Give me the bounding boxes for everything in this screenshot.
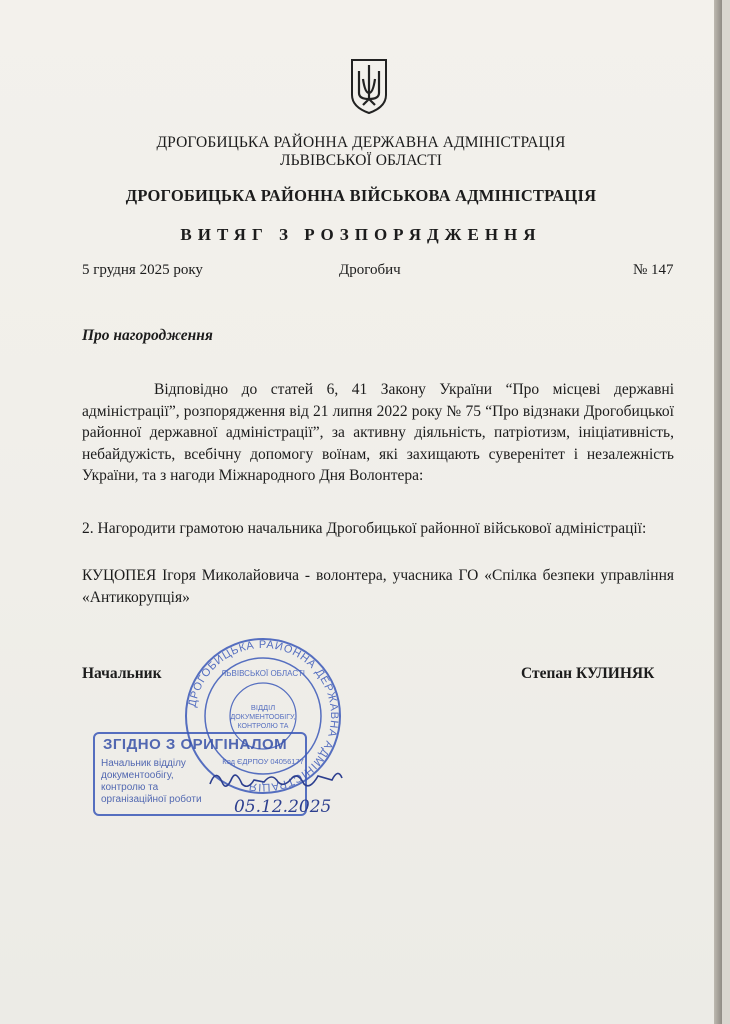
stamp-title: ЗГІДНО З ОРИГІНАЛОМ — [103, 736, 288, 753]
administration-header — [0, 134, 722, 170]
stamp-line-2: документообігу, — [101, 770, 174, 781]
document-number: № 147 — [633, 262, 674, 278]
header-line-1: ДРОГОБИЦЬКА РАЙОННА ДЕРЖАВНА АДМІНІСТРАЦІЯ — [156, 134, 566, 151]
svg-text:ЛЬВІВСЬКОЇ ОБЛАСТІ: ЛЬВІВСЬКОЇ ОБЛАСТІ — [221, 669, 305, 678]
body-paragraph-2: 2. Нагородити грамотою начальника Дрогобицької районної військової адміністрації: — [82, 520, 647, 537]
body-paragraph-1: Відповідно до статей 6, 41 Закону України “Про місцеві державні адміністрації”, розпорядження від 21 липня 2022 року № 75 “Про відзнаки Дрогобицької районної державної адміністрації”, за активну діяльність, патріотизм, ініціативність, небайдужість, всебічну допомогу воїнам, які захищають суверенітет і незалежність України, та з нагоди Міжнародного Дня Волонтера: — [82, 381, 674, 484]
stamp-line-4: організаційної роботи — [101, 794, 202, 805]
header-line-2: ЛЬВІВСЬКОЇ ОБЛАСТІ — [279, 152, 443, 169]
signatory-position: Начальник — [82, 665, 162, 682]
svg-text:Код ЄДРПОУ 04056177: Код ЄДРПОУ 04056177 — [222, 757, 304, 766]
document-type-title: ВИТЯГ З РОЗПОРЯДЖЕННЯ — [180, 225, 542, 244]
trident-icon — [349, 57, 389, 115]
svg-text:ВІДДІЛ: ВІДДІЛ — [250, 703, 276, 712]
body-paragraph-3: КУЦОПЕЯ Ігоря Миколайовича - волонтера, учасника ГО «Спілка безпеки управління «Антикорупція» — [82, 567, 674, 606]
handwritten-date: 05.12.2025 — [234, 797, 332, 817]
handwritten-signature — [206, 760, 346, 820]
document-date: 5 грудня 2025 року — [82, 262, 203, 278]
svg-text:ДОКУМЕНТООБІГУ,: ДОКУМЕНТООБІГУ, — [230, 714, 296, 721]
svg-text:КОНТРОЛЮ ТА: КОНТРОЛЮ ТА — [237, 723, 289, 730]
document-subject: Про нагородження — [82, 327, 213, 344]
signatory-name: Степан КУЛИНЯК — [521, 665, 655, 682]
document-place: Дрогобич — [339, 262, 401, 278]
stamp-line-3: контролю та — [101, 782, 159, 793]
military-administration-title: ДРОГОБИЦЬКА РАЙОННА ВІЙСЬКОВА АДМІНІСТРАЦІЯ — [125, 186, 597, 205]
stamp-line-1: Начальник відділу — [101, 758, 186, 769]
svg-text:ДРОГОБИЦЬКА РАЙОННА ДЕРЖАВНА А: ДРОГОБИЦЬКА РАЙОННА ДЕРЖАВНА АДМІНІСТРАЦІЯ — [186, 638, 341, 794]
